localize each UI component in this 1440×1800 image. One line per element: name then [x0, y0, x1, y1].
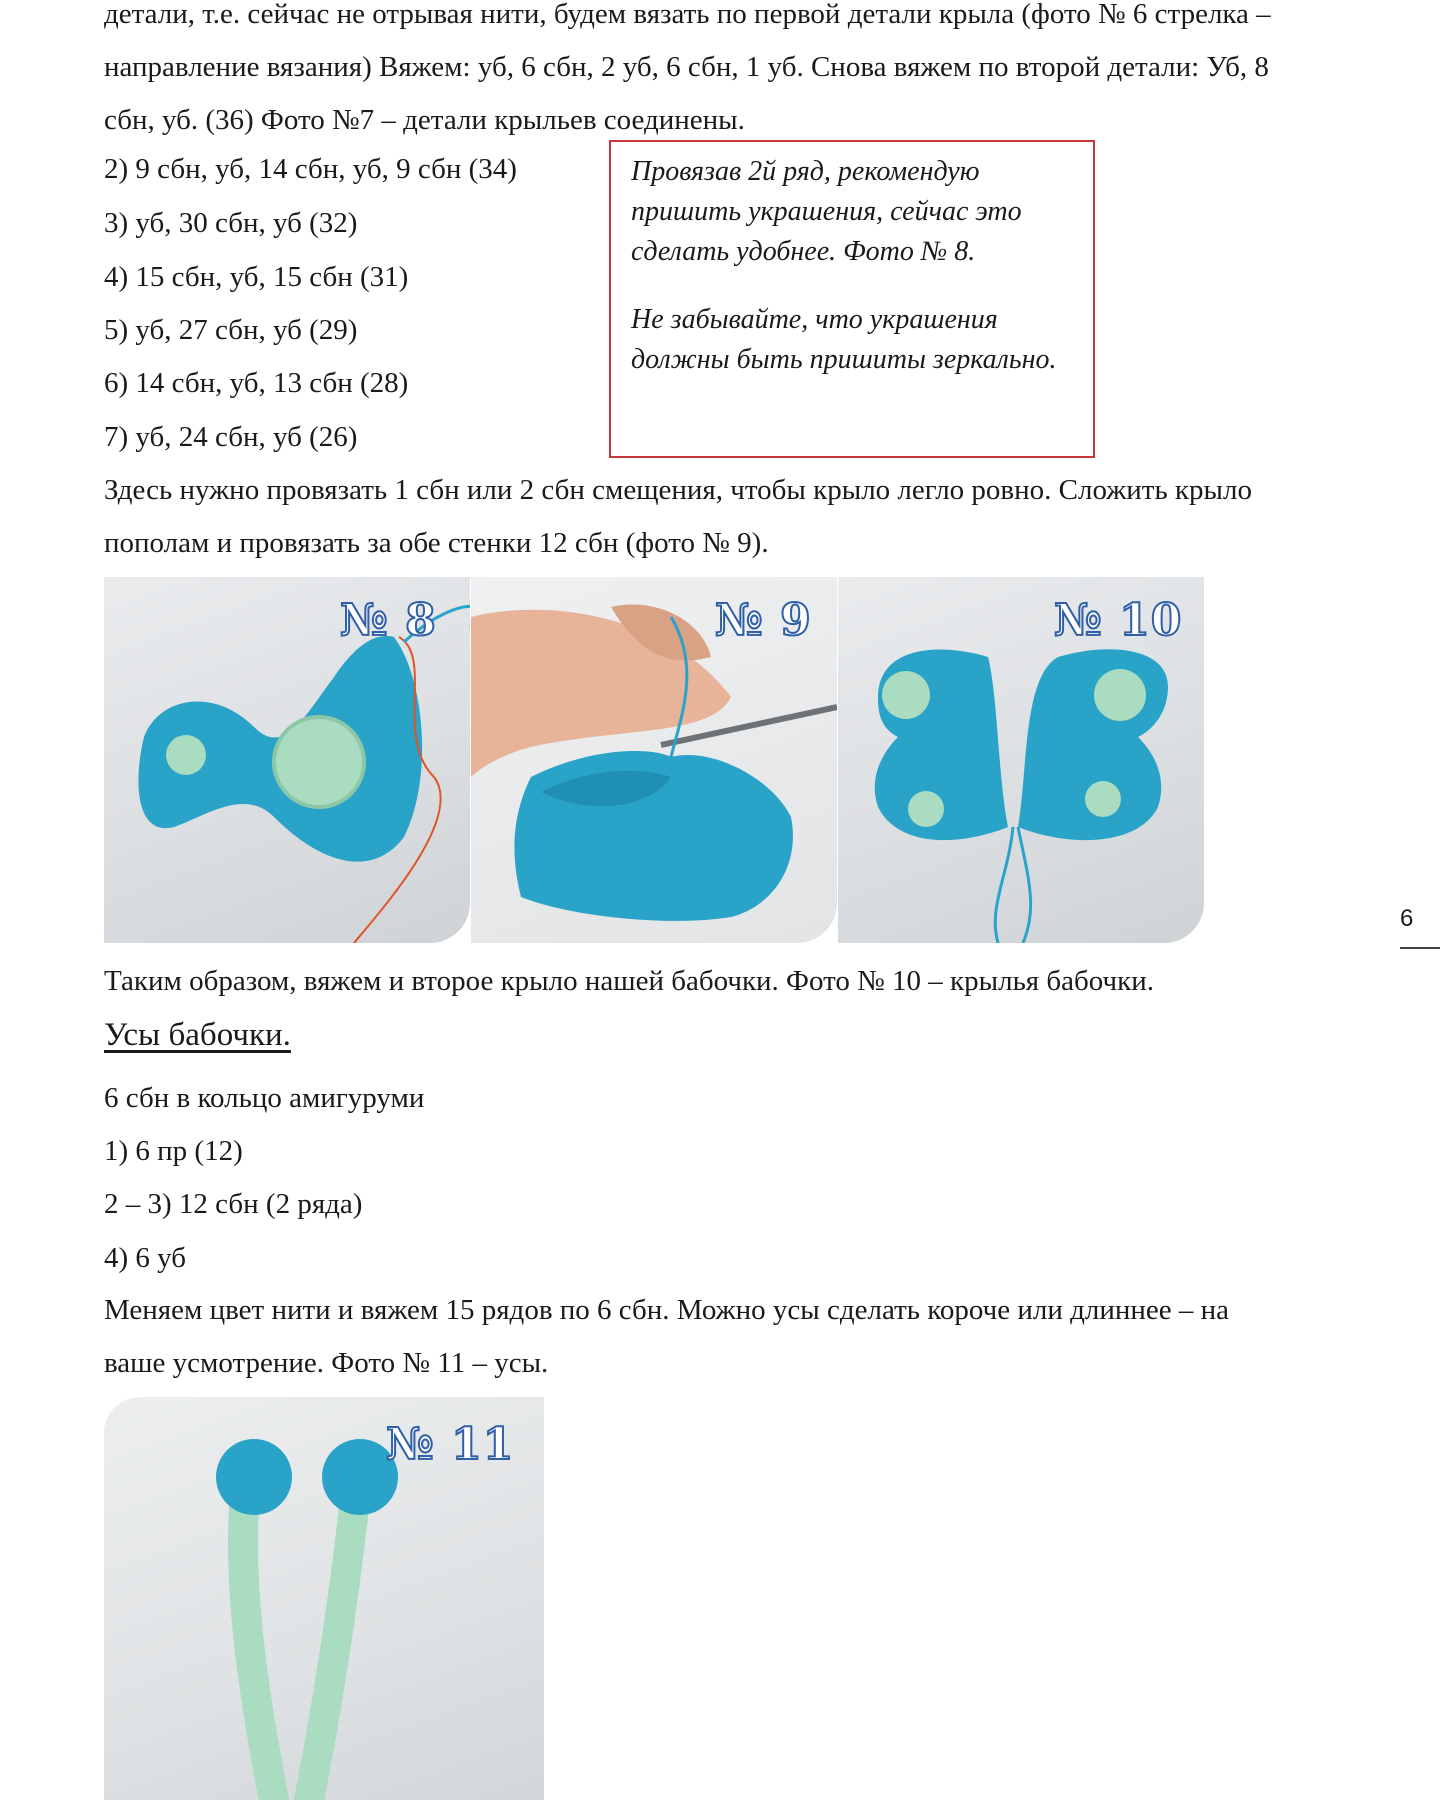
- photo-label: № 10: [1054, 595, 1183, 646]
- row-instruction: 6 сбн в кольцо амигуруми: [104, 1082, 425, 1114]
- row-instruction: 1) 6 пр (12): [104, 1135, 243, 1167]
- paragraph-line: Таким образом, вяжем и второе крыло нашей бабочки. Фото № 10 – крылья бабочки.: [104, 965, 1154, 997]
- paragraph-line: направление вязания) Вяжем: уб, 6 сбн, 2 уб, 6 сбн, 1 уб. Снова вяжем по второй детали: Уб, 8: [104, 51, 1269, 83]
- row-instruction: 2) 9 сбн, уб, 14 сбн, уб, 9 сбн (34): [104, 153, 517, 185]
- page-number-rule: [1400, 947, 1440, 949]
- tip-note-text: Не забывайте, что украшения должны быть пришиты зеркально.: [631, 304, 1057, 375]
- photo-8: [104, 577, 470, 943]
- photo-label: № 9: [715, 595, 812, 646]
- paragraph-line: ваше усмотрение. Фото № 11 – усы.: [104, 1347, 549, 1379]
- tip-note-box: [609, 140, 1095, 458]
- paragraph-line: детали, т.е. сейчас не отрывая нити, будем вязать по первой детали крыла (фото № 6 стрелка –: [104, 0, 1271, 30]
- photo-label: № 8: [340, 595, 437, 646]
- photo-9: [471, 577, 837, 943]
- row-instruction: 4) 6 уб: [104, 1242, 187, 1274]
- photo-10: [838, 577, 1204, 943]
- row-instruction: 4) 15 сбн, уб, 15 сбн (31): [104, 261, 409, 293]
- section-heading: Усы бабочки.: [104, 1017, 291, 1053]
- paragraph-line: Здесь нужно провязать 1 сбн или 2 сбн смещения, чтобы крыло легло ровно. Сложить крыло: [104, 474, 1252, 506]
- row-instruction: 7) уб, 24 сбн, уб (26): [104, 421, 358, 453]
- photo-label: № 11: [386, 1419, 515, 1470]
- row-instruction: 5) уб, 27 сбн, уб (29): [104, 314, 358, 346]
- paragraph-line: Меняем цвет нити и вяжем 15 рядов по 6 сбн. Можно усы сделать короче или длиннее – на: [104, 1294, 1230, 1326]
- row-instruction: 3) уб, 30 сбн, уб (32): [104, 207, 358, 239]
- row-instruction: 2 – 3) 12 сбн (2 ряда): [104, 1188, 363, 1220]
- paragraph-line: сбн, уб. (36) Фото №7 – детали крыльев соединены.: [104, 104, 745, 136]
- photo-11: [104, 1397, 544, 1800]
- paragraph-line: пополам и провязать за обе стенки 12 сбн (фото № 9).: [104, 527, 769, 559]
- tip-note-text: Провязав 2й ряд, рекомендую пришить украшения, сейчас это сделать удобнее. Фото № 8.: [631, 156, 1022, 267]
- row-instruction: 6) 14 сбн, уб, 13 сбн (28): [104, 367, 409, 399]
- page-number: 6: [1400, 905, 1414, 932]
